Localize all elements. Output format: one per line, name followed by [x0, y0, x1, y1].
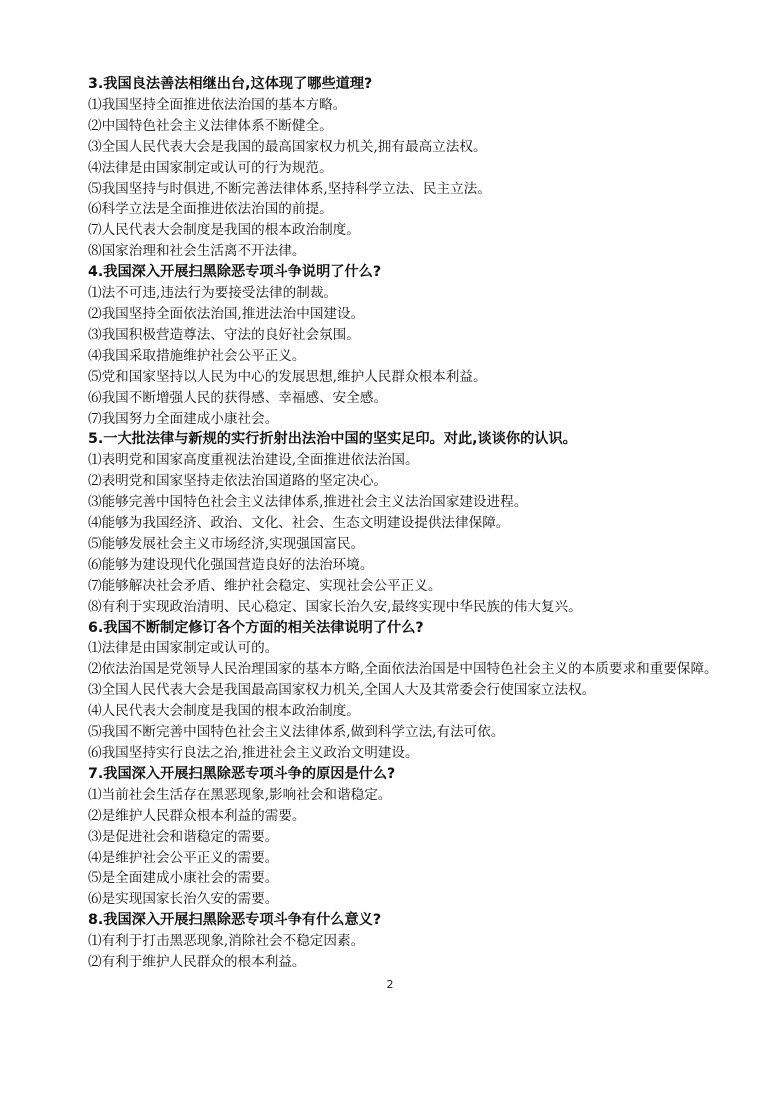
answer-item: ⑶能够完善中国特色社会主义法律体系,推进社会主义法治国家建设进程。: [88, 494, 528, 511]
answer-item: ⑺我国努力全面建成小康社会。: [88, 410, 279, 427]
answer-item: ⑶我国积极营造尊法、守法的良好社会氛围。: [88, 326, 360, 343]
answer-item: ⑸党和国家坚持以人民为中心的发展思想,维护人民群众根本利益。: [88, 368, 487, 385]
answer-item: ⑷法律是由国家制定或认可的行为规范。: [88, 159, 333, 176]
answer-item: ⑹是实现国家长治久安的需要。: [88, 891, 279, 908]
answer-item: ⑸能够发展社会主义市场经济,实现强国富民。: [88, 535, 365, 552]
section-q3: [88, 74, 728, 262]
answer-item: ⑻国家治理和社会生活离不开法律。: [88, 243, 306, 260]
answer-item: ⑷人民代表大会制度是我国的根本政治制度。: [88, 703, 360, 720]
question-heading: 6.我国不断制定修订各个方面的相关法律说明了什么?: [88, 619, 424, 636]
answer-item: ⑶是促进社会和谐稳定的需要。: [88, 828, 279, 845]
answer-item: ⑸我国不断完善中国特色社会主义法律体系,做到科学立法,有法可依。: [88, 724, 505, 741]
section-q5: [88, 429, 728, 617]
document-body: [88, 74, 728, 973]
answer-item: ⑻有利于实现政治清明、民心稳定、国家长治久安,最终实现中华民族的伟大复兴。: [88, 598, 582, 615]
answer-item: ⑸是全面建成小康社会的需要。: [88, 870, 279, 887]
section-q6: [88, 618, 728, 764]
answer-item: ⑶全国人民代表大会是我国最高国家权力机关,全国人大及其常委会行使国家立法权。: [88, 682, 596, 699]
section-q8: [88, 910, 728, 973]
answer-item: ⑴法律是由国家制定或认可的。: [88, 640, 279, 657]
question-heading: 8.我国深入开展扫黑除恶专项斗争有什么意义?: [88, 912, 382, 929]
question-heading: 7.我国深入开展扫黑除恶专项斗争的原因是什么?: [88, 765, 396, 782]
answer-item: ⑹我国不断增强人民的获得感、幸福感、安全感。: [88, 389, 388, 406]
answer-item: ⑵是维护人民群众根本利益的需要。: [88, 807, 306, 824]
answer-item: ⑷是维护社会公平正义的需要。: [88, 849, 279, 866]
answer-item: ⑺能够解决社会矛盾、维护社会稳定、实现社会公平正义。: [88, 577, 442, 594]
answer-item: ⑵表明党和国家坚持走依法治国道路的坚定决心。: [88, 473, 388, 490]
answer-item: ⑴法不可违,违法行为要接受法律的制裁。: [88, 285, 338, 302]
answer-item: ⑵有利于维护人民群众的根本利益。: [88, 954, 306, 971]
answer-item: ⑴表明党和国家高度重视法治建设,全面推进依法治国。: [88, 452, 419, 469]
answer-item: ⑹科学立法是全面推进依法治国的前提。: [88, 201, 333, 218]
answer-item: ⑴我国坚持全面推进依法治国的基本方略。: [88, 96, 347, 113]
answer-item: ⑹我国坚持实行良法之治,推进社会主义政治文明建设。: [88, 745, 419, 761]
answer-item: ⑵我国坚持全面依法治国,推进法治中国建设。: [88, 305, 365, 322]
answer-item: ⑷我国采取措施维护社会公平正义。: [88, 347, 306, 364]
answer-item: ⑷能够为我国经济、政治、文化、社会、生态文明建设提供法律保障。: [88, 515, 510, 532]
answer-item: ⑺人民代表大会制度是我国的根本政治制度。: [88, 222, 360, 239]
answer-item: ⑸我国坚持与时俱进,不断完善法律体系,坚持科学立法、民主立法。: [88, 180, 491, 197]
answer-item: ⑴有利于打击黑恶现象,消除社会不稳定因素。: [88, 933, 365, 950]
question-heading: 4.我国深入开展扫黑除恶专项斗争说明了什么?: [88, 264, 382, 281]
section-q7: [88, 764, 728, 910]
answer-item: ⑶全国人民代表大会是我国的最高国家权力机关,拥有最高立法权。: [88, 138, 487, 155]
answer-item: ⑴当前社会生活存在黑恶现象,影响社会和谐稳定。: [88, 786, 392, 803]
answer-item: ⑹能够为建设现代化强国营造良好的法治环境。: [88, 556, 374, 573]
section-q4: [88, 262, 728, 429]
question-heading: 3.我国良法善法相继出台,这体现了哪些道理?: [88, 76, 373, 92]
answer-item: ⑵中国特色社会主义法律体系不断健全。: [88, 117, 333, 134]
page-number: 2: [386, 978, 394, 991]
answer-item: ⑵依法治国是党领导人民治理国家的基本方略,全面依法治国是中国特色社会主义的本质要求和重要保障。: [88, 661, 718, 678]
question-heading: 5.一大批法律与新规的实行折射出法治中国的坚实足印。对此,谈谈你的认识。: [88, 431, 577, 448]
